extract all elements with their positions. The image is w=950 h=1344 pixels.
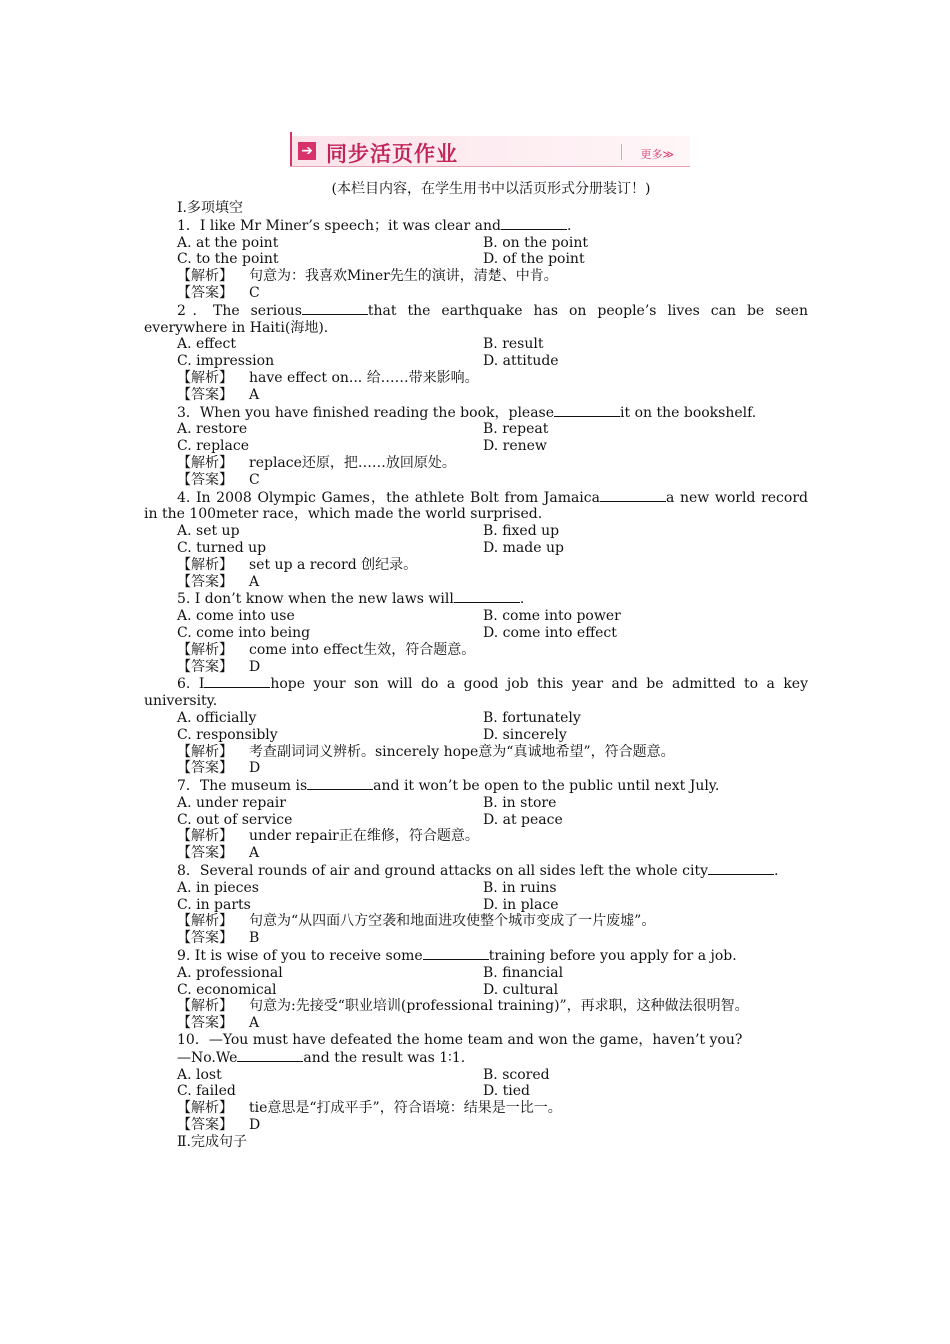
question-item	[144, 489, 808, 591]
answer-label: 【答案】	[177, 1015, 233, 1032]
option-row	[144, 727, 808, 744]
question-item	[144, 675, 808, 777]
option-row	[144, 1067, 808, 1084]
option-b: B. come into power	[483, 608, 621, 625]
question-stem-post: a new world record in the 100meter race，which made the world surprised.	[144, 489, 808, 523]
question-stem-post: and it won’t be open to the public until next July.	[373, 778, 720, 795]
question-stem-pre: 8．Several rounds of air and ground attacks on all sides left the whole city	[177, 863, 709, 880]
question-stem-pre: 9. It is wise of you to receive some	[177, 948, 423, 965]
question-stem-post: .	[566, 217, 572, 234]
question-item	[144, 302, 808, 404]
analysis-line	[144, 744, 808, 761]
more-link[interactable]: 更多≫	[640, 148, 674, 161]
question-stem-line2: —No.We	[177, 1049, 238, 1066]
question-stem-pre: 7．The museum is	[177, 778, 308, 795]
question-stem	[144, 1032, 808, 1067]
answer-label: 【答案】	[177, 930, 233, 947]
option-row	[144, 353, 808, 370]
answer-value: C	[249, 471, 260, 488]
analysis-text: under repair正在维修，符合题意。	[249, 828, 479, 845]
question-stem-pre: 1．I like Mr Miner’s speech；it was clear and	[177, 217, 501, 234]
question-item	[144, 1032, 808, 1134]
option-d: D. made up	[483, 539, 564, 556]
question-stem	[144, 777, 808, 795]
option-row	[144, 235, 808, 252]
analysis-line	[144, 370, 808, 387]
option-d: D. at peace	[483, 811, 563, 828]
answer-line	[144, 1117, 808, 1134]
analysis-line	[144, 268, 808, 285]
answer-value: A	[249, 573, 260, 590]
analysis-label: 【解析】	[177, 641, 233, 658]
analysis-label: 【解析】	[177, 369, 233, 386]
answer-line	[144, 659, 808, 676]
question-stem-pre: 6. I	[177, 676, 205, 693]
analysis-line	[144, 455, 808, 472]
banner-divider	[621, 144, 622, 160]
question-stem-post: it on the bookshelf.	[620, 404, 757, 421]
option-c: C. failed	[177, 1083, 236, 1100]
question-stem-pre: 5. I don’t know when the new laws will	[177, 591, 454, 608]
analysis-line	[144, 913, 808, 930]
analysis-label: 【解析】	[177, 913, 233, 930]
question-item	[144, 217, 808, 302]
question-stem-post: .	[519, 591, 525, 608]
option-c: C. come into being	[177, 624, 311, 641]
option-row	[144, 421, 808, 438]
section-banner	[290, 124, 690, 170]
answer-blank	[501, 217, 567, 230]
analysis-label: 【解析】	[177, 828, 233, 845]
answer-label: 【答案】	[177, 658, 233, 675]
option-a: A. set up	[177, 523, 240, 540]
analysis-line	[144, 1100, 808, 1117]
section-heading-2: Ⅱ.完成句子	[177, 1133, 247, 1150]
answer-blank	[600, 489, 666, 502]
answer-blank	[204, 675, 270, 688]
answer-value: B	[249, 930, 260, 947]
answer-label: 【答案】	[177, 471, 233, 488]
analysis-text: tie意思是“打成平手”，符合语境：结果是一比一。	[249, 1100, 562, 1117]
analysis-label: 【解析】	[177, 268, 233, 285]
answer-blank	[454, 590, 520, 603]
answer-label: 【答案】	[177, 1117, 233, 1134]
answer-blank	[237, 1049, 303, 1062]
option-row	[144, 982, 808, 999]
question-list	[144, 217, 808, 1134]
question-stem-post: hope your son will do a good job this year and be admitted to a key university.	[144, 676, 808, 710]
answer-value: C	[249, 284, 260, 301]
option-row	[144, 880, 808, 897]
question-item	[144, 862, 808, 947]
question-stem-post: .	[774, 863, 779, 880]
answer-line	[144, 574, 808, 591]
question-stem-line1: 10．—You must have defeated the home team and won the game，haven’t you?	[177, 1032, 743, 1049]
question-stem	[144, 404, 808, 422]
answer-value: A	[249, 1015, 260, 1032]
answer-value: D	[249, 1117, 261, 1134]
option-a: A. come into use	[177, 608, 295, 625]
option-c: C. economical	[177, 981, 277, 998]
answer-label: 【答案】	[177, 284, 233, 301]
option-a: A. lost	[177, 1066, 222, 1083]
answer-label: 【答案】	[177, 386, 233, 403]
option-b: B. fixed up	[483, 523, 560, 540]
option-d: D. of the point	[483, 251, 585, 268]
answer-blank	[307, 777, 373, 790]
option-d: D. in place	[483, 896, 559, 913]
option-d: D. tied	[483, 1083, 530, 1100]
question-item	[144, 404, 808, 489]
option-b: B. in ruins	[483, 879, 557, 896]
option-row	[144, 438, 808, 455]
option-b: B. scored	[483, 1066, 550, 1083]
option-c: C. replace	[177, 438, 250, 455]
option-a: A. at the point	[177, 234, 279, 251]
analysis-label: 【解析】	[177, 743, 233, 760]
analysis-text: have effect on... 给……带来影响。	[249, 369, 479, 386]
analysis-text: 考查副词词义辨析。sincerely hope意为“真诚地希望”，符合题意。	[249, 743, 675, 760]
analysis-line	[144, 557, 808, 574]
answer-blank	[423, 947, 489, 960]
option-row	[144, 812, 808, 829]
answer-line	[144, 845, 808, 862]
answer-line	[144, 1015, 808, 1032]
analysis-text: replace还原，把……放回原处。	[249, 454, 456, 471]
analysis-line	[144, 642, 808, 659]
analysis-label: 【解析】	[177, 454, 233, 471]
arrow-right-icon: ➔	[298, 142, 316, 160]
banner-title: 同步活页作业	[326, 142, 458, 166]
analysis-line	[144, 998, 808, 1015]
option-row	[144, 965, 808, 982]
option-row	[144, 540, 808, 557]
question-stem-pre: 4. In 2008 Olympic Games，the athlete Bolt from Jamaica	[177, 489, 600, 506]
answer-blank	[554, 404, 620, 417]
answer-line	[144, 472, 808, 489]
question-stem	[144, 302, 808, 337]
answer-line	[144, 387, 808, 404]
question-stem	[144, 862, 808, 880]
option-c: C. to the point	[177, 251, 279, 268]
option-a: A. professional	[177, 964, 283, 981]
option-d: D. sincerely	[483, 726, 567, 743]
answer-line	[144, 930, 808, 947]
option-row	[144, 608, 808, 625]
option-d: D. cultural	[483, 981, 559, 998]
analysis-text: set up a record 创纪录。	[249, 556, 418, 573]
question-stem-post: and the result was 1∶1.	[303, 1049, 466, 1066]
option-c: C. in parts	[177, 896, 251, 913]
question-stem	[144, 217, 808, 235]
question-stem-post: training before you apply for a job.	[488, 948, 737, 965]
answer-value: A	[249, 386, 260, 403]
option-row	[144, 897, 808, 914]
option-c: C. responsibly	[177, 726, 278, 743]
option-b: B. financial	[483, 964, 564, 981]
option-c: C. impression	[177, 353, 275, 370]
analysis-label: 【解析】	[177, 1100, 233, 1117]
analysis-line	[144, 828, 808, 845]
option-b: B. result	[483, 336, 544, 353]
question-stem-post: that the earthquake has on people’s lives can be seen everywhere in Haiti(海地).	[144, 302, 808, 336]
option-c: C. turned up	[177, 539, 267, 556]
option-a: A. under repair	[177, 794, 286, 811]
answer-label: 【答案】	[177, 760, 233, 777]
option-row	[144, 1083, 808, 1100]
option-b: B. on the point	[483, 234, 588, 251]
question-stem-pre: 2．The serious	[177, 302, 302, 319]
analysis-label: 【解析】	[177, 556, 233, 573]
option-d: D. attitude	[483, 353, 559, 370]
question-stem	[144, 590, 808, 608]
option-a: A. effect	[177, 336, 236, 353]
option-d: D. come into effect	[483, 624, 617, 641]
question-item	[144, 947, 808, 1032]
answer-label: 【答案】	[177, 845, 233, 862]
option-d: D. renew	[483, 438, 547, 455]
question-stem	[144, 947, 808, 965]
answer-value: D	[249, 658, 261, 675]
option-row	[144, 251, 808, 268]
option-b: B. fortunately	[483, 709, 581, 726]
option-a: A. officially	[177, 709, 257, 726]
analysis-text: 句意为:先接受“职业培训(professional training)”，再求职，这种做法很明智。	[249, 998, 749, 1015]
question-item	[144, 590, 808, 675]
answer-value: A	[249, 845, 260, 862]
answer-label: 【答案】	[177, 573, 233, 590]
option-c: C. out of service	[177, 811, 293, 828]
analysis-text: come into effect生效，符合题意。	[249, 641, 476, 658]
answer-value: D	[249, 760, 261, 777]
option-row	[144, 336, 808, 353]
answer-blank	[302, 302, 368, 315]
question-item	[144, 777, 808, 862]
option-row	[144, 710, 808, 727]
option-a: A. in pieces	[177, 879, 259, 896]
answer-line	[144, 760, 808, 777]
section-heading-1: Ⅰ.多项填空	[177, 200, 243, 216]
option-b: B. repeat	[483, 421, 549, 438]
answer-blank	[708, 862, 774, 875]
option-b: B. in store	[483, 794, 557, 811]
analysis-text: 句意为“从四面八方空袭和地面进攻使整个城市变成了一片废墟”。	[249, 913, 656, 930]
binding-note: (本栏目内容，在学生用书中以活页形式分册装订！)	[331, 181, 651, 197]
option-row	[144, 625, 808, 642]
answer-line	[144, 285, 808, 302]
question-stem	[144, 489, 808, 524]
option-row	[144, 795, 808, 812]
worksheet-page	[144, 124, 808, 1151]
analysis-label: 【解析】	[177, 998, 233, 1015]
option-row	[144, 523, 808, 540]
analysis-text: 句意为：我喜欢Miner先生的演讲，清楚、中肯。	[249, 268, 558, 285]
option-a: A. restore	[177, 421, 248, 438]
question-stem	[144, 675, 808, 710]
question-stem-pre: 3．When you have finished reading the book，please	[177, 404, 555, 421]
